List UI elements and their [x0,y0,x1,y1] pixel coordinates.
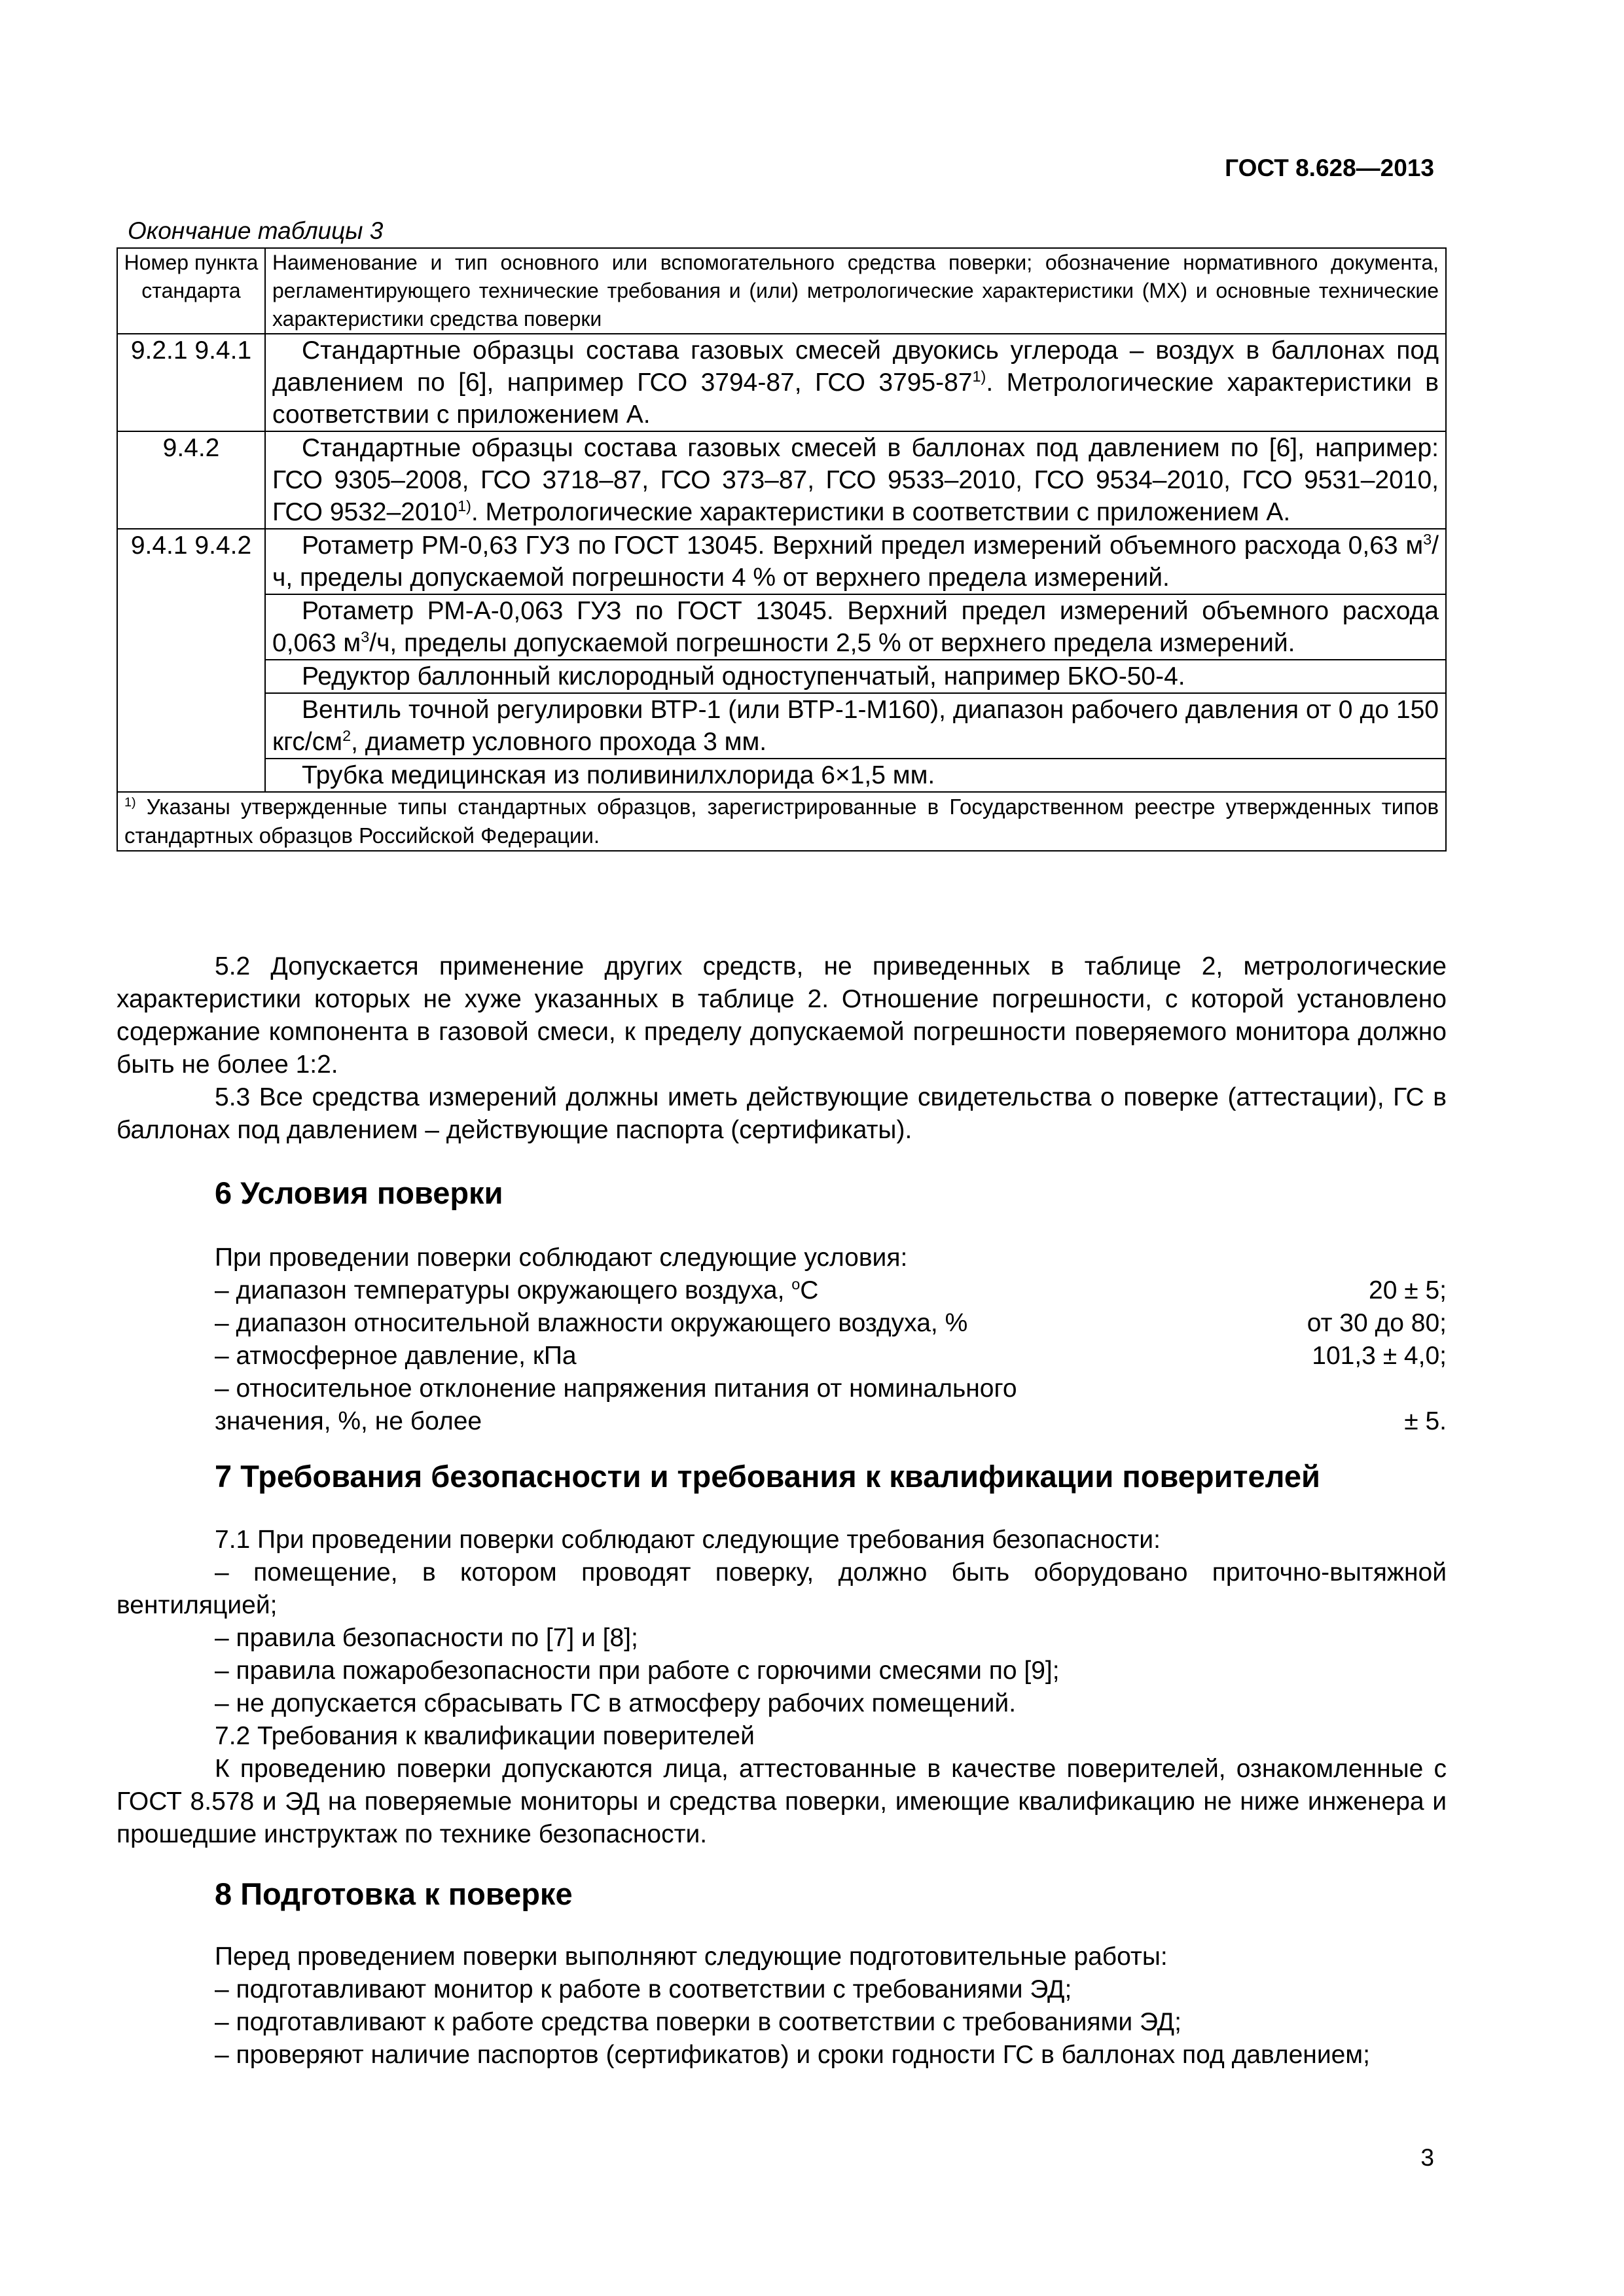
condition-value: ± 5. [1404,1407,1447,1435]
row-description: Ротаметр РМ-0,63 ГУЗ по ГОСТ 13045. Верхний предел измерений объемного расхода 0,63 $м^3/ч$, пределы допускаемой погрешности 4 % от верхнего предела измерений. [265,529,1446,594]
row-description: Трубка медицинская из поливинилхлорида 6×1,5 мм. [265,759,1446,792]
condition-value: от 30 до 80; [1307,1309,1447,1337]
condition-pressure: – атмосферное давление, кПа 101,3 ± 4,0; [215,1340,1447,1372]
table-row [117,594,1446,660]
row-number [117,660,265,693]
row-number: 9.2.1 9.4.1 [117,334,265,431]
table-row [117,660,1446,693]
table-row [117,529,1446,594]
list-item: – правила пожаробезопасности при работе с горючими смесями по [9]; [215,1657,1060,1685]
row-number [117,759,265,792]
paragraph-5-2: 5.2 Допускается применение других средств, не приведенных в таблице 2, метрологические характеристики которых не хуже указанных в таблице 2. Отношение погрешности, с которой установлено содержание компонента в газовой смеси, к пределу допускаемой погрешности поверяемого монитора должно быть не более 1:2. [117,952,1447,1079]
paragraph-7-1: 7.1 При проведении поверки соблюдают следующие требования безопасности: [215,1526,1161,1554]
condition-humidity: – диапазон относительной влажности окружающего воздуха, % от 30 до 80; [215,1307,1447,1340]
section5-paragraphs [117,950,1447,1147]
section-8-title: 8 Подготовка к поверке [215,1876,573,1911]
list-item: – правила безопасности по [7] и [8]; [215,1624,638,1652]
condition-value: 101,3 ± 4,0; [1312,1342,1447,1370]
section-6-title: 6 Условия поверки [215,1175,503,1210]
table-footnote: $^{1)}$ Указаны утвержденные типы стандартных образцов, зарегистрированные в Государственном реестре утвержденных типов стандартных образцов Российской Федерации. [117,792,1446,851]
section-7-title: 7 Требования безопасности и требования к квалификации поверителей [215,1459,1320,1494]
standard-designation: ГОСТ 8.628—2013 [1225,154,1434,181]
row-description: Стандартные образцы состава газовых смесей двуокись углерода – воздух в баллонах под давлением по [6], например ГСО 3794-87, ГСО 3795-87$^{1)}$. Метрологические характеристики в соответствии с приложением А. [265,334,1446,431]
condition-voltage: – относительное отклонение напряжения питания от номинального [215,1374,1017,1403]
row-number [117,594,265,660]
table-row [117,759,1446,792]
list-item: – не допускается сбрасывать ГС в атмосферу рабочих помещений. [215,1689,1017,1717]
table-row [117,431,1446,529]
list-item: – подготавливают к работе средства поверки в соответствии с требованиями ЭД; [215,2008,1182,2036]
paragraph-7-2: 7.2 Требования к квалификации поверителей [215,1722,755,1750]
table-header-row [117,248,1446,334]
row-description: Вентиль точной регулировки ВТР-1 (или ВТР-1-М160), диапазон рабочего давления от 0 до 150 кгс/$см^2$, диаметр условного прохода 3 мм. [265,693,1446,759]
row-description: Редуктор баллонный кислородный одноступенчатый, например БКО-50-4. [265,660,1446,693]
row-description: Ротаметр РМ-А-0,063 ГУЗ по ГОСТ 13045. Верхний предел измерений объемного расхода 0,063 $м^3/ч$, пределы допускаемой погрешности 2,5 % от верхнего предела измерений. [265,594,1446,660]
paragraph-5-3: 5.3 Все средства измерений должны иметь действующие свидетельства о поверке (аттестации), ГС в баллонах под давлением – действующие паспорта (сертификаты). [117,1083,1447,1144]
paragraph-7-2-body: К проведению поверки допускаются лица, аттестованные в качестве поверителей, ознакомленные с ГОСТ 8.578 и ЭД на поверяемые мониторы и средства поверки, имеющие квалификацию не ниже инженера и прошедшие инструктаж по технике безопасности. [117,1755,1447,1848]
section8-text [117,1941,1447,2072]
row-description: Стандартные образцы состава газовых смесей в баллонах под давлением по [6], например: ГСО 9305–2008, ГСО 3718–87, ГСО 373–87, ГСО 9533–2010, ГСО 9534–2010, ГСО 9531–2010, ГСО 9532–2010$^{1)}$. Метрологические характеристики в соответствии с приложением А. [265,431,1446,529]
list-item: – подготавливают монитор к работе в соответствии с требованиями ЭД; [215,1975,1072,2003]
row-number: 9.4.1 9.4.2 [117,529,265,594]
table-row [117,693,1446,759]
verification-means-table [117,247,1447,852]
section7-text [117,1524,1447,1851]
paragraph-8-intro: Перед проведением поверки выполняют следующие подготовительные работы: [215,1943,1168,1971]
list-item: – помещение, в котором проводят поверку, должно быть оборудовано приточно-вытяжной вентиляцией; [117,1558,1447,1619]
header-description: Наименование и тип основного или вспомогательного средства поверки; обозначение нормативного документа, регламентирующего технические требования и (или) метрологические характеристики (МХ) и основные технические характеристики средства поверки [265,248,1446,334]
table-row [117,334,1446,431]
row-number [117,693,265,759]
condition-temperature: – диапазон температуры окружающего воздуха, $^o$С 20 ± 5; [215,1274,1447,1307]
header-number: Номер пункта стандарта [117,248,265,334]
table-footnote-row [117,792,1446,851]
condition-value: 20 ± 5; [1369,1276,1447,1304]
list-item: – проверяют наличие паспортов (сертификатов) и сроки годности ГС в баллонах под давлением; [215,2041,1370,2069]
row-number: 9.4.2 [117,431,265,529]
conditions-list: При проведении поверки соблюдают следующие условия: – диапазон температуры окружающего воздуха, $^o$С 20 ± 5; – диапазон относительной влажности окружающего воздуха, % от 30 до 80; – атмосферное давление, кПа 101,3 ± 4,0; – относительное отклонение напряжения питания от номинального значения, %, не более ± 5. [215,1242,1447,1438]
page-number: 3 [1420,2144,1434,2171]
table-caption: Окончание таблицы 3 [128,217,384,244]
conditions-intro: При проведении поверки соблюдают следующие условия: [215,1244,908,1272]
